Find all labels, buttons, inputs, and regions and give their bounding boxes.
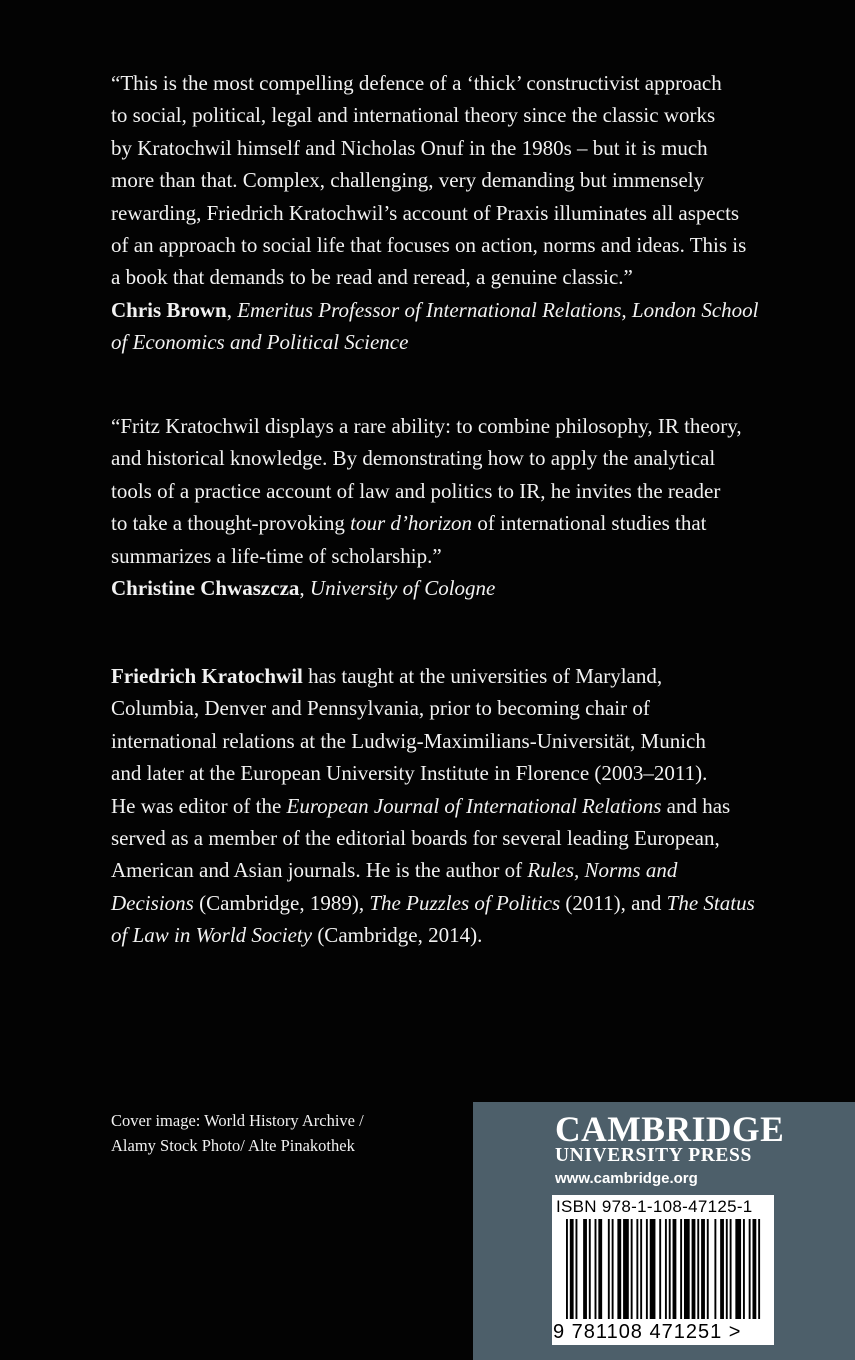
reviewer-title: Emeritus Professor of International Relations, London School	[237, 297, 759, 322]
barcode-panel	[552, 1195, 774, 1345]
bio-line	[111, 854, 811, 886]
bio-line: international relations at the Ludwig-Maximilians-Universität, Munich	[111, 728, 706, 753]
bio-line	[111, 790, 811, 822]
quote-text: of international studies that	[472, 511, 707, 536]
quote-line: to social, political, legal and international theory since the classic works	[111, 103, 716, 128]
credit-line: Cover image: World History Archive /	[111, 1111, 364, 1130]
quote-line: more than that. Complex, challenging, very demanding but immensely	[111, 168, 705, 193]
quote-line	[111, 507, 811, 539]
publisher-name: CAMBRIDGE	[555, 1109, 785, 1149]
bio-line	[111, 887, 811, 919]
bio-text: (Cambridge, 1989),	[193, 890, 370, 915]
publisher-url: www.cambridge.org	[555, 1170, 698, 1187]
bio-text: (Cambridge, 2014).	[312, 923, 483, 948]
reviewer-affiliation: University of Cologne	[309, 576, 496, 601]
bio-text: He was editor of the	[111, 793, 287, 818]
bio-text: has taught at the universities of Maryland,	[302, 664, 663, 688]
bio-text: American and Asian journals. He is the author of	[111, 858, 528, 883]
author-bio	[111, 660, 811, 952]
book-title: of Law in World Society	[111, 923, 313, 948]
quote-italic-phrase: tour d’horizon	[350, 511, 473, 536]
quote-line: rewarding, Friedrich Kratochwil’s account of Praxis illuminates all aspects	[111, 200, 740, 225]
barcode-digits: 9 781108 471251 >	[553, 1321, 742, 1343]
reviewer-name: Chris Brown	[111, 297, 227, 322]
bio-line: Columbia, Denver and Pennsylvania, prior to becoming chair of	[111, 696, 650, 721]
book-title: Rules, Norms and	[527, 858, 678, 883]
bio-line: served as a member of the editorial boards for several leading European,	[111, 826, 720, 851]
review-quote-1	[111, 67, 811, 359]
publisher-panel	[473, 1102, 855, 1360]
bio-line	[111, 919, 811, 951]
quote-line: and historical knowledge. By demonstrating how to apply the analytical	[111, 446, 716, 471]
bio-text: and has	[661, 793, 731, 818]
book-title: The Puzzles of Politics	[369, 890, 561, 915]
credit-line: Alamy Stock Photo/ Alte Pinakothek	[111, 1136, 355, 1155]
cover-image-credit	[111, 1108, 364, 1158]
quote-attribution: Christine Chwaszcza, University of Cologne	[111, 576, 496, 601]
reviewer-title-continued: of Economics and Political Science	[111, 330, 409, 355]
author-name: Friedrich Kratochwil	[111, 664, 303, 688]
quote-line: a book that demands to be read and reread, a genuine classic.”	[111, 265, 633, 290]
book-title: Decisions	[111, 890, 194, 915]
review-quote-2	[111, 410, 811, 604]
barcode-icon	[566, 1219, 762, 1319]
quote-line: summarizes a life-time of scholarship.”	[111, 543, 442, 568]
reviewer-name: Christine Chwaszcza	[111, 576, 300, 601]
quote-line: tools of a practice account of law and politics to IR, he invites the reader	[111, 478, 721, 503]
quote-line: by Kratochwil himself and Nicholas Onuf in the 1980s – but it is much	[111, 135, 708, 160]
journal-title: European Journal of International Relations	[286, 793, 662, 818]
quote-text: to take a thought-provoking	[111, 511, 351, 536]
publisher-subtitle: UNIVERSITY PRESS	[555, 1145, 752, 1166]
quote-line: “This is the most compelling defence of a ‘thick’ constructivist approach	[111, 71, 722, 95]
quote-line: of an approach to social life that focuses on action, norms and ideas. This is	[111, 233, 747, 258]
quote-attribution: Chris Brown, Emeritus Professor of International Relations, London School	[111, 297, 759, 322]
bio-line	[111, 660, 811, 692]
quote-line: “Fritz Kratochwil displays a rare ability: to combine philosophy, IR theory,	[111, 414, 742, 438]
book-title: The Status	[666, 890, 755, 915]
bio-text: (2011), and	[560, 890, 667, 915]
isbn-label: ISBN 978-1-108-47125-1	[556, 1197, 753, 1216]
bio-line: and later at the European University Institute in Florence (2003–2011).	[111, 761, 708, 786]
